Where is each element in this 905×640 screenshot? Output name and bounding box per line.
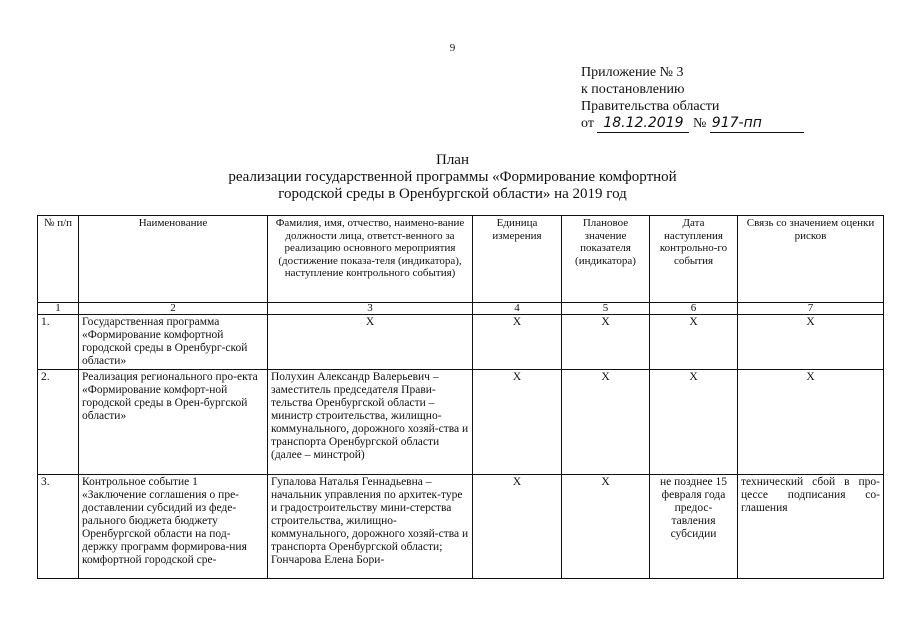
header-cell: Наименование: [79, 216, 268, 303]
row-plan-value: Х: [562, 315, 650, 370]
table-row: [38, 315, 884, 370]
column-number: 1: [38, 303, 79, 315]
row-name: Контрольное событие 1 «Заключение соглашения о пре-доставлении субсидий из феде-рального бюджета бюджету Оренбургской области на под-держку программ формирова-ния комфортной городской сре-: [79, 475, 268, 579]
document-title: [0, 152, 905, 203]
row-plan-value: Х: [562, 370, 650, 475]
row-unit: Х: [473, 370, 562, 475]
row-responsible: Полухин Александр Валерьевич – заместитель председателя Прави-тельства Оренбургской области – министр строительства, жилищно-коммунального, дорожного хозяй-ства и транспорта Оренбургской области (далее – минстрой): [268, 370, 473, 475]
header-cell: Плановое значение показателя (индикатора): [562, 216, 650, 303]
row-unit: Х: [473, 315, 562, 370]
title-line-3: городской среды в Оренбургской области» на 2019 год: [278, 186, 627, 202]
appendix-line-2: к постановлению: [581, 82, 685, 97]
table-row: [38, 475, 884, 579]
row-unit: Х: [473, 475, 562, 579]
column-number: 3: [268, 303, 473, 315]
header-cell: Связь со значением оценки рисков: [738, 216, 884, 303]
row-risk: Х: [738, 370, 884, 475]
decree-date: 18.12.2019: [597, 115, 689, 133]
appendix-block: [581, 64, 804, 133]
table-header-row: [38, 216, 884, 303]
appendix-line-1: Приложение № 3: [581, 65, 684, 80]
row-event-date: не позднее 15 февраля года предос-тавления субсидии: [650, 475, 738, 579]
column-number: 2: [79, 303, 268, 315]
row-number: 1.: [38, 315, 79, 370]
title-line-1: План: [435, 152, 469, 168]
column-number: 5: [562, 303, 650, 315]
header-cell: Фамилия, имя, отчество, наимено-вание должности лица, ответст-венного за реализацию основного мероприятия (достижение показа-теля (индикатора), наступление контрольного события): [268, 216, 473, 303]
row-name: Государственная программа «Формирование комфортной городской среды в Оренбург-ской области»: [79, 315, 268, 370]
number-label: №: [692, 116, 707, 131]
row-number: 2.: [38, 370, 79, 475]
decree-number: 917-пп: [710, 115, 804, 133]
row-risk: Х: [738, 315, 884, 370]
row-event-date: Х: [650, 370, 738, 475]
header-cell: Единица измерения: [473, 216, 562, 303]
row-name: Реализация регионального про-екта «Формирование комфорт-ной городской среды в Орен-бургской области»: [79, 370, 268, 475]
title-line-2: реализации государственной программы «Формирование комфортной: [228, 169, 677, 185]
appendix-line-3: Правительства области: [581, 99, 720, 114]
row-responsible: Гупалова Наталья Геннадьевна – начальник управления по архитек-туре и градостроительству мини-стерства строительства, жилищно-коммунального, дорожного хозяй-ства и транспорта Оренбургской области; Гончарова Елена Бори-: [268, 475, 473, 579]
appendix-line-4: [581, 115, 804, 133]
row-number: 3.: [38, 475, 79, 579]
table-row: [38, 370, 884, 475]
header-cell: Дата наступления контрольно-го события: [650, 216, 738, 303]
row-risk: технический сбой в про-цессе подписания со-глашения: [738, 475, 884, 579]
row-event-date: Х: [650, 315, 738, 370]
row-plan-value: Х: [562, 475, 650, 579]
row-responsible: Х: [268, 315, 473, 370]
header-cell: № п/п: [38, 216, 79, 303]
column-number-row: [38, 303, 884, 315]
column-number: 4: [473, 303, 562, 315]
plan-table: [37, 215, 884, 579]
page-number: 9: [449, 42, 456, 54]
column-number: 7: [738, 303, 884, 315]
from-label: от: [581, 116, 594, 131]
column-number: 6: [650, 303, 738, 315]
